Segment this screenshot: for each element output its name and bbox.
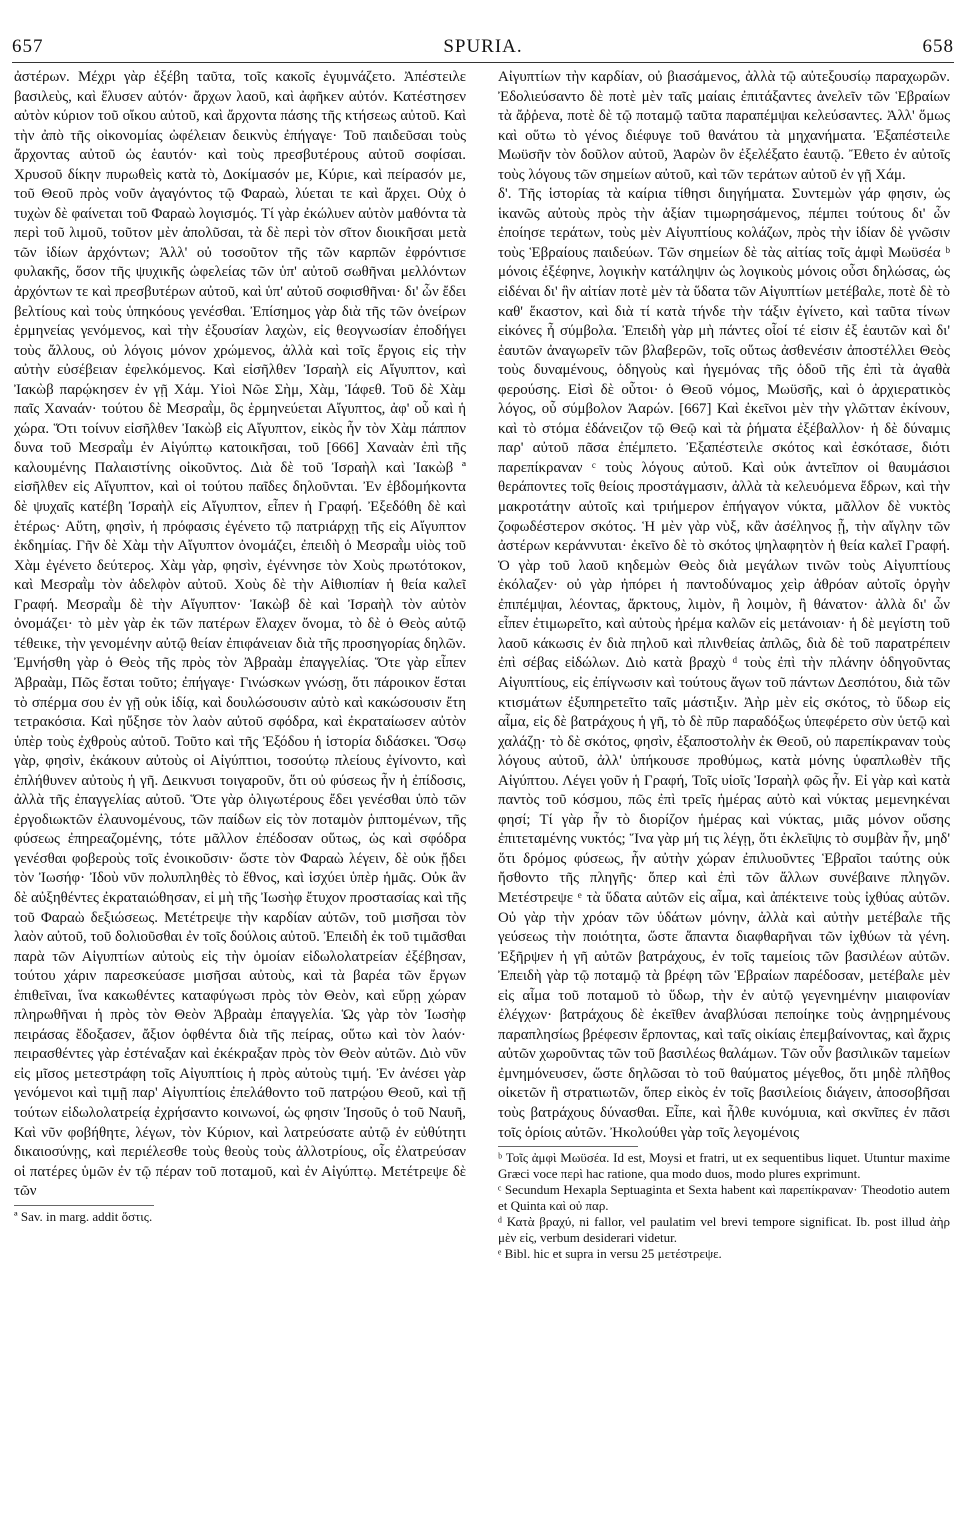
page-number-right: 658 [922, 36, 954, 57]
left-column-text: ἀστέρων. Μέχρι γὰρ ἐξέβη ταῦτα, τοῖς κακοῖς ἐγυμνάζετο. Ἀπέστειλε βασιλεὺς, καὶ ἔλυσεν αὐτόν· ἄρχων λαοῦ, καὶ ἀφῆκεν αὐτόν. Κατέστησεν αὐτὸν κύριον τοῦ οἴκου αὐτοῦ, καὶ ἄρχοντα πάσης τῆς κτήσεως αὐτοῦ. Καὶ τὴν ἀπὸ τῆς οἰκονομίας ὠφέλειαν δεικνὺς ἐπήγαγε· Τοῦ παιδεῦσαι τοὺς ἄρχοντας αὐτοῦ ὡς ἑαυτόν· καὶ τοὺς πρεσβυτέρους αὐτοῦ σοφίσαι. Χρυσοῦ δίκην πυρωθεὶς κατὰ τὸ, Δοκίμασόν με, Κύριε, καὶ πείρασόν με, τοῦ Θεοῦ πρὸς νοῦν ἀγαγόντος τῷ Φαραὼ, λύεται τε καὶ ἄρχει. Οὐχ ὁ τυχὼν δὲ φαίνεται τοῦ Φαραὼ λογισμός. Τί γὰρ ἐκώλυεν αὐτὸν μαθόντα τὰ περὶ τοῦ λιμοῦ, τοῦτον μὲν ἀπολῦσαι, τὰ δὲ περὶ τὸν σῖτον διοικῆσαι μετὰ τῶν ἰδίων ἀρχόντων; Ἀλλ' οὐ τοσοῦτον τῆς τῶν καρπῶν ἐφρόντισε φυλακῆς, ὅσον τῆς ψυχικῆς ὠφελείας τῶν ὑπ' αὐτοῦ σωθῆναι μελλόντων ἀρχόντων τε καὶ πρεσβυτέρων αὐτοῦ, καὶ ὑπ' αὐτοῦ σοφισθῆναι· δι' ὧν ἔδει βελτίους καὶ τοὺς ὑπηκόους γενέσθαι. Ἐπίσημος γὰρ διὰ τῆς τῶν ὀνείρων ἑρμηνείας γενόμενος, καὶ τὴν ἐξουσίαν λαχὼν, εἰς θεογνωσίαν ἐποδήγει τοὺς ἄλλους, οὐ λόγοις μόνον χρώμενος, ἀλλὰ καὶ τοῖς ἔργοις εἰς τὴν αὐτὴν εὐσέβειαν ἐφελκόμενος. Καὶ εἰσῆλθεν Ἰσραὴλ εἰς Αἴγυπτον, καὶ Ἰακὼβ παρῴκησεν ἐν γῇ Χάμ. Υἱοὶ Νῶε Σὴμ, Χὰμ, Ἰάφεθ. Τοῦ δὲ Χὰμ παῖς Χαναάν· τούτου δὲ Μεσραῒμ, ὃς ἑρμηνεύεται Αἴγυπτος, ἀφ' οὗ καὶ ἡ χώρα. Ὅτι τοίνυν εἰσῆλθεν Ἰακὼβ εἰς Αἴγυπτον, εἰκὸς ἦν τὸν Χὰμ πάππον δυνα τοῦ Μεσραῒμ ἐν Αἰγύπτῳ κατοικῆσαι, τοῦ [666] Χαναὰν ἐπὶ τῆς καλουμένης Παλαιστίνης οἰκοῦντος. Διὰ δὲ τοῦ Ἰσραὴλ καὶ Ἰακὼβ ª εἰσῆλθεν εἰς Αἴγυπτον, καὶ οἱ τούτου παῖδες δηλοῦνται. Ἐν ἑβδομήκοντα δὲ ψυχαῖς κατέβη Ἰσραὴλ εἰς Αἴγυπτον, εἶπεν ἡ Γραφή. Ἐξεδόθη δὲ καὶ ἑτέρως· Αὕτη, φησὶν, ἡ πρόφασις ἐγένετο τῷ πατριάρχῃ τῆς εἰς Αἴγυπτον ἐκδημίας. Γῆν δὲ Χὰμ τὴν Αἴγυπτον ὀνομάζει, ἐπειδὴ ὁ Μεσραῒμ υἱὸς τοῦ Χὰμ ἐγένετο δεύτερος. Χὰμ γὰρ, φησὶν, ἐγέννησε τὸν Χοὺς πρωτότοκον, καὶ Μεσραῒμ τὸν ἀδελφὸν αὐτοῦ. Χοὺς δὲ τὴν Αἰθιοπίαν ἡ θεία καλεῖ Γραφή. Μεσραῒμ δὲ τὴν Αἴγυπτον· Ἰακὼβ δὲ καὶ Ἰσραὴλ τὸν αὐτὸν ὀνομάζει· τὸ μὲν γὰρ ἐκ τῶν πατέρων ἔλαχεν ὄνομα, τὸ δὲ ὁ Θεὸς αὐτῷ τέθεικε, τὴν γενομένην αὐτῷ θείαν ἐπιφάνειαν διὰ τῆς προσηγορίας δηλῶν. Ἐμνήσθη γὰρ ὁ Θεὸς τῆς πρὸς τὸν Ἀβραὰμ ἐπαγγελίας. Ὅτε γὰρ εἶπεν Ἀβραὰμ, Πῶς ἔσται τοῦτο; ἐπήγαγε· Γινώσκων γνώσῃ, ὅτι πάροικον ἔσται τὸ σπέρμα σου ἐν γῇ οὐκ ἰδίᾳ, καὶ δουλώσουσιν αὐτὸ καὶ κακώσουσιν ἔτη τετρακόσια. Καὶ ηὔξησε τὸν λαὸν αὐτοῦ σφόδρα, καὶ ἐκραταίωσεν αὐτὸν ὑπὲρ τοὺς ἐχθροὺς αὐτοῦ. Τοῦτο καὶ τῆς Ἐξόδου ἡ ἱστορία διδάσκει. Ὅσῳ γὰρ, φησὶν, ἐκάκουν αὐτοὺς οἱ Αἰγύπτιοι, τοσούτῳ πλείους ἐγίνοντο, καὶ ἐπλήθυνεν αὐτοὺς ἡ γῆ. Δεικνυσι τοιγαροῦν, ὅτι οὐ φύσεως ἦν ἡ ἐπίδοσις, ἀλλὰ τῆς ἐπαγγελίας αὐτοῦ. Ὅτε γὰρ ὀλιγωτέρους ἔδει γενέσθαι ὑπὸ τῶν ἐργοδιωκτῶν ἐλαυνομένους, τῶν παίδων εἰς τὸν ποταμὸν ῥιπτομένων, τῆς φύσεως ἐπηρεαζομένης, τότε μᾶλλον ἐπέδοσαν οὕτως, ὡς καὶ σφόδρα γενέσθαι φοβεροὺς τοῖς ἐνοικοῦσιν· ὥστε τὸν Φαραὼ λέγειν, δὲ οὐκ ᾔδει τὸν Ἰωσήφ· Ἰδοὺ νῦν πολυπληθὲς τὸ ἔθνος, καὶ ἰσχύει ὑπὲρ ἡμᾶς. Οὐκ ἂν δὲ αὐξηθέντες ἐκραταιώθησαν, εἰ μὴ τῆς Ἰωσὴφ ἔτυχον προστασίας καὶ τῆς τοῦ Φαραὼ δεξιώσεως. Μετέτρεψε τὴν καρδίαν αὐτῶν, τοῦ μισῆσαι τὸν λαὸν αὐτοῦ, τοῦ δολιοῦσθαι ἐν τοῖς δούλοις αὐτοῦ. Ἐπειδὴ ἐκ τοῦ τιμᾶσθαι παρὰ τῶν Αἰγυπτίων αὐτοὺς εἰς τὴν ὁμοίαν εἰδωλολατρείαν ἐξέβησαν, τούτου χάριν παρεσκεύασε μισῆσαι αὐτοὺς, καὶ τὰ βαρέα τῶν ἔργων ἐπιθεῖναι, ἵνα κακωθέντες καταφύγωσι πρὸς τὸν Θεὸν, καὶ εὕρῃ χώραν πληρωθῆναι ἡ πρὸς τὸν Θεὸν Ἀβραὰμ ἐπαγγελία. Ὡς γὰρ τὸν Ἰωσὴφ πειράσας ἔδοξασεν, ἄξιον ὀφθέντα διὰ τῆς πείρας, οὕτω καὶ τὸν λαόν· πειρασθέντες γὰρ ἐστέναξαν καὶ ἐκέκραξαν πρὸς τὸν Θεὸν αὐτῶν. Διὸ νῦν εἰς μῖσος μετεστράφη τοῖς Αἰγυπτίοις ἡ πρὸς αὐτοὺς τιμή. Ἐν ἀνέσει γὰρ γενόμενοι καὶ τιμῇ παρ' Αἰγυπτίοις ἐπελάθοντο τοῦ πατρῴου Θεοῦ, καὶ τῇ τούτων εἰδωλολατρείᾳ ἐχρήσαντο κοινωνοί, ὡς φησιν Ἰησοῦς ὁ τοῦ Ναυῆ, Καὶ νῦν φοβήθητε, λέγων, τὸν Κύριον, καὶ λατρεύσατε αὐτῷ ἐν εὐθύτητι δικαιοσύνῃς, καὶ περιέλεσθε τοὺς θεοὺς τοὺς ἀλλοτρίους, οἷς ἐλατρεύσαν οἱ πατέρες ὑμῶν ἐν τῷ πέραν τοῦ ποταμοῦ, καὶ ἐν Αἰγύπτῳ. Μετέτρεψε δὲ τῶν [14, 69, 466, 1200]
footnote: ᶜ Secundum Hexapla Septuaginta et Sexta habent καὶ παρεπίκραναν· Theodotio autem et Quinta καὶ οὐ παρ. [498, 1182, 950, 1214]
running-title: SPURIA. [443, 36, 523, 57]
left-column [14, 68, 466, 1526]
footnote: ª Sav. in marg. addit ὅστις. [14, 1208, 153, 1224]
footnote: ᵇ Τοῖς ἀμφὶ Μωϋσέα. Id est, Moysi et fratri, ut ex sequentibus liquet. Utuntur maxime Græci voce περὶ hac ratione, qua modo duos, modo plures exprimunt. [498, 1150, 950, 1182]
page-number-left: 657 [12, 36, 44, 57]
footnote-rule [498, 1146, 638, 1147]
header-rule [12, 62, 954, 63]
footnote-rule [14, 1205, 154, 1206]
footnote: ᵈ Κατὰ βραχύ, ni fallor, vel paulatim vel brevi tempore significat. Ib. post illud ἀὴρ μὲν εἰς, verbum desiderari videtur. [498, 1214, 950, 1246]
running-header [12, 36, 954, 62]
right-column-text: Αἰγυπτίων τὴν καρδίαν, οὐ βιασάμενος, ἀλλὰ τῷ αὐτεξουσίῳ παραχωρῶν. Ἐδολιεύσαντο δὲ ποτὲ μὲν ταῖς μαίαις ἐπιτάξαντες ἀνελεῖν τῶν Ἑβραίων τὰ ἄῤῥενα, ποτὲ δὲ τῷ ποταμῷ ταῦτα παραπέμψαι κελεύσαντες. Ἀλλ' ὅμως καὶ οὕτω τὸ γένος διέφυγε τοῦ θανάτου τὰ μηχανήματα. Ἐξαπέστειλε Μωϋσῆν τὸν δοῦλον αὐτοῦ, Ἀαρὼν ὃν ἐξελέξατο ἑαυτῷ. Ἔθετο ἐν αὐτοῖς τοὺς λόγους τῶν σημείων αὐτοῦ, καὶ τῶν τεράτων αὐτοῦ ἐν γῇ Χάμ. δ'. Τῆς ἱστορίας τὰ καίρια τίθησι διηγήματα. Συντεμὼν γάρ φησιν, ὡς ἱκανῶς αὐτοὺς πρὸς τὴν ἀξίαν τιμωρησάμενος, πέμπει τούτους δι' ὧν ἐποίησε τεράτων, τοὺς μὲν Αἰγυπτίους κολάζων, πρὸς τὴν ἰδίαν δὲ γνῶσιν τοὺς Ἑβραίους παιδεύων. Τῶν σημείων δὲ τὰς αἰτίας τοῖς ἀμφὶ Μωϋσέα ᵇ μόνοις ἐξέφηνε, λογικὴν κατάληψιν ὡς λογικοὺς μόνοις οὖσι δηλώσας, ὡς εἰδέναι δι' ἣν αἰτίαν ποτὲ μὲν τὰ ὕδατα τῶν Αἰγυπτίων μετέβαλε, ποτὲ δὲ τὸ καθ' ἕκαστον, καὶ διὰ τί κατὰ τήνδε τὴν τάξιν ἐγίνετο, καὶ ταῦτα τίνων εἰκόνες ἦ σύμβολα. Ἐπειδὴ γὰρ μὴ πάντες οἷοί τέ εἰσιν ἐξ ἑαυτῶν καὶ δι' ἑαυτῶν ἀναγωρεῖν τῶν βλαβερῶν, τοῖς οὕτως ἀσθενέσιν ἀποστέλλει Θεὸς τοὺς δυναμένους, ὁδηγοὺς καὶ ἡγεμόνας τῆς ὁδοῦ τῆς ἐπὶ τὰ ἀγαθὰ φερούσης. Εἰσὶ δὲ οὗτοι· ὁ Θεοῦ νόμος, Μωϋσῆς, καὶ ὁ ἀρχιερατικὸς λόγος, οὗ σύμβολον Ἀαρών. [667] Καὶ ἐκεῖνοι μὲν τὴν γλῶτταν ἐκίνουν, καὶ τὸ στόμα ἐδάνειζον τῷ Θεῷ καὶ τὰ ῥήματα ἐξέβαλλον· ἡ δὲ δύναμις παρ' αὐτοῦ πᾶσα ἐπέμπετο. Ἐξαπέστειλε σκότος καὶ ἐσκότασε, διότι παρεπίκραναν ᶜ τοὺς λόγους αὐτοῦ. Καὶ οὐκ ἀντεῖπον οἱ θαυμάσιοι θεράποντες τοῖς θείοις προστάγμασιν, ἀλλὰ τὰ κελευόμενα ἔδρων, καὶ τὴν μακροτάτην αὐτοῖς καὶ τριήμερον ἐπήγαγον νύκτα, μᾶλλον δὲ νυκτὸς ζοφωδέστερον σκότος. Ἡ μὲν γὰρ νὺξ, κἂν ἀσέληνος ᾖ, τὴν αἴγλην τῶν ἀστέρων κεράννυται· ἐκεῖνο δὲ τὸ σκότος ψηλαφητὸν ἡ θεία καλεῖ Γραφή. Ὁ γὰρ τοῦ λαοῦ κηδεμὼν Θεὸς διὰ μεγάλων τινῶν τοὺς Αἰγυπτίους ἐκόλαζεν· οὐ γὰρ ἠπόρει ἡ παντοδύναμος χεὶρ ἀθρόαν αὐτοῖς ὀργὴν ἐπιπέμψαι, λέοντας, ἄρκτους, λιμὸν, ἢ λοιμὸν, ἢ θάνατον· ἀλλὰ δι' ὧν εἶπεν ἐτιμωρεῖτο, καὶ αὐτοὺς ἠρέμα καλῶν εἰς μετάνοιαν· ἡ δὲ μεγίστη τοῦ λαοῦ κάκωσις ἐν διὰ πηλοῦ καὶ πλινθείας ἀπλῶς, διὰ δὲ τοῦ παρατρέπειν ἐπὶ σέβας εἰδώλων. Διὸ κατὰ βραχὺ ᵈ τοὺς ἐπὶ τὴν πλάνην ὁδηγοῦντας Αἰγυπτίους, εἰς ἐπίγνωσιν καὶ τούτους ἄγων τοῦ πάντων Δεσπότου, διὰ τῶν κτισμάτων ἐξυπηρετεῖτο ταῖς μάστιξιν. Ἀὴρ μὲν εἰς σκότος, τὸ ὕδωρ εἰς αἷμα, εἰς δὲ βατράχους ἡ γῆ, τὸ δὲ πῦρ παραδόξως ὑπεφέρετο σὺν ὑετῷ καὶ χαλάζῃ· τὸ δὲ σκότος, φησὶν, ἐξαποστολὴν ἐκ Θεοῦ, οὐ παρεπίκραναν τοὺς λόγους αὐτοῦ, ἀλλ' ὑπήκουσε προθύμως, κατὰ μόνης ὑφαπλωθὲν τῆς Αἰγύπτου. Λέγει γοῦν ἡ Γραφή, Τοῖς υἱοῖς Ἰσραὴλ φῶς ἦν. Εἰ γὰρ καὶ κατὰ παντὸς τοῦ κόσμου, πῶς ἐπὶ τρεῖς ἡμέρας αὐτὸ καὶ νύκτας μεμενηκέναι φησί; Τί γὰρ ἦν τὸ διορίζον ἡμέρας καὶ νύκτας, μιᾶς μόνον οὔσης ἐπιτεταμένης νυκτός; Ἵνα γὰρ μή τις λέγῃ, ὅτι ἐκλεῖψις τὸ συμβὰν ἦν, μηδ' ὅτι δρόμος φύσεως, ἦν αὐτὴν χώραν ἐπιλυοῦντες Ἑβραῖοι ταύτης οὐκ ἤσθοντο τῆς πληγῆς· ὅπερ καὶ ἐπὶ τῶν ἄλλων συνέβαινε πληγῶν. Μετέστρεψε ᵉ τὰ ὕδατα αὐτῶν εἰς αἷμα, καὶ ἀπέκτεινε τοὺς ἰχθύας αὐτῶν. Οὐ γὰρ τὴν χρόαν τῶν ὑδάτων μόνην, ἀλλὰ καὶ αὐτὴν μετέβαλε τῆς γεύσεως τὴν ποιότητα, ὥστε ἅπαντα διαφθαρῆναι τῶν ἰχθύων τὰ γένη. Ἐξῆρψεν ἡ γῆ αὐτῶν βατράχους, ἐν τοῖς ταμείοις τῶν βασιλέων αὐτῶν. Ἐπειδὴ γὰρ τῷ ποταμῷ τὰ βρέφη τῶν Ἑβραίων παρέδοσαν, μετέβαλε μὲν εἰς αἷμα τοῦ ποταμοῦ τὸ ὕδωρ, τὴν ἐν αὐτῷ γεγενημένην μιαιφονίαν ἐλέγχων· βατράχους δὲ ἐκεῖθεν ἀναβλύσαι πεποίηκε τοὺς ἀνῃρημένους παραπλησίως βρέφεσιν ἕρποντας, καὶ ταῖς οἰκίαις ἐπεμβαίνοντας, καὶ ἄχρις αὐτῶν χωροῦντας τῶν τοῦ βασιλέως θαλάμων. Τῶν οὖν βασιλικῶν ταμείων ἐμνημόνευσεν, ὥστε δηλῶσαι τὸ τοῦ θαύματος μέγεθος, ὅτι μηδὲ πλῆθος οἰκετῶν ἢ στρατιωτῶν, ὅπερ εἰκὸς ἐν τοῖς βασιλείοις διάγειν, ἀποσοβῆσαι τοὺς βατράχους δύνασθαι. Εἶπε, καὶ ἦλθε κυνόμυια, καὶ σκνῖπες ἐν πᾶσι τοῖς ὁρίοις αὐτῶν. Ἠκολούθει γὰρ τοῖς λεγομένοις [498, 69, 950, 1141]
footnote: ᵉ Bibl. hic et supra in versu 25 μετέστρεψε. [498, 1246, 722, 1262]
right-column [498, 68, 950, 1526]
